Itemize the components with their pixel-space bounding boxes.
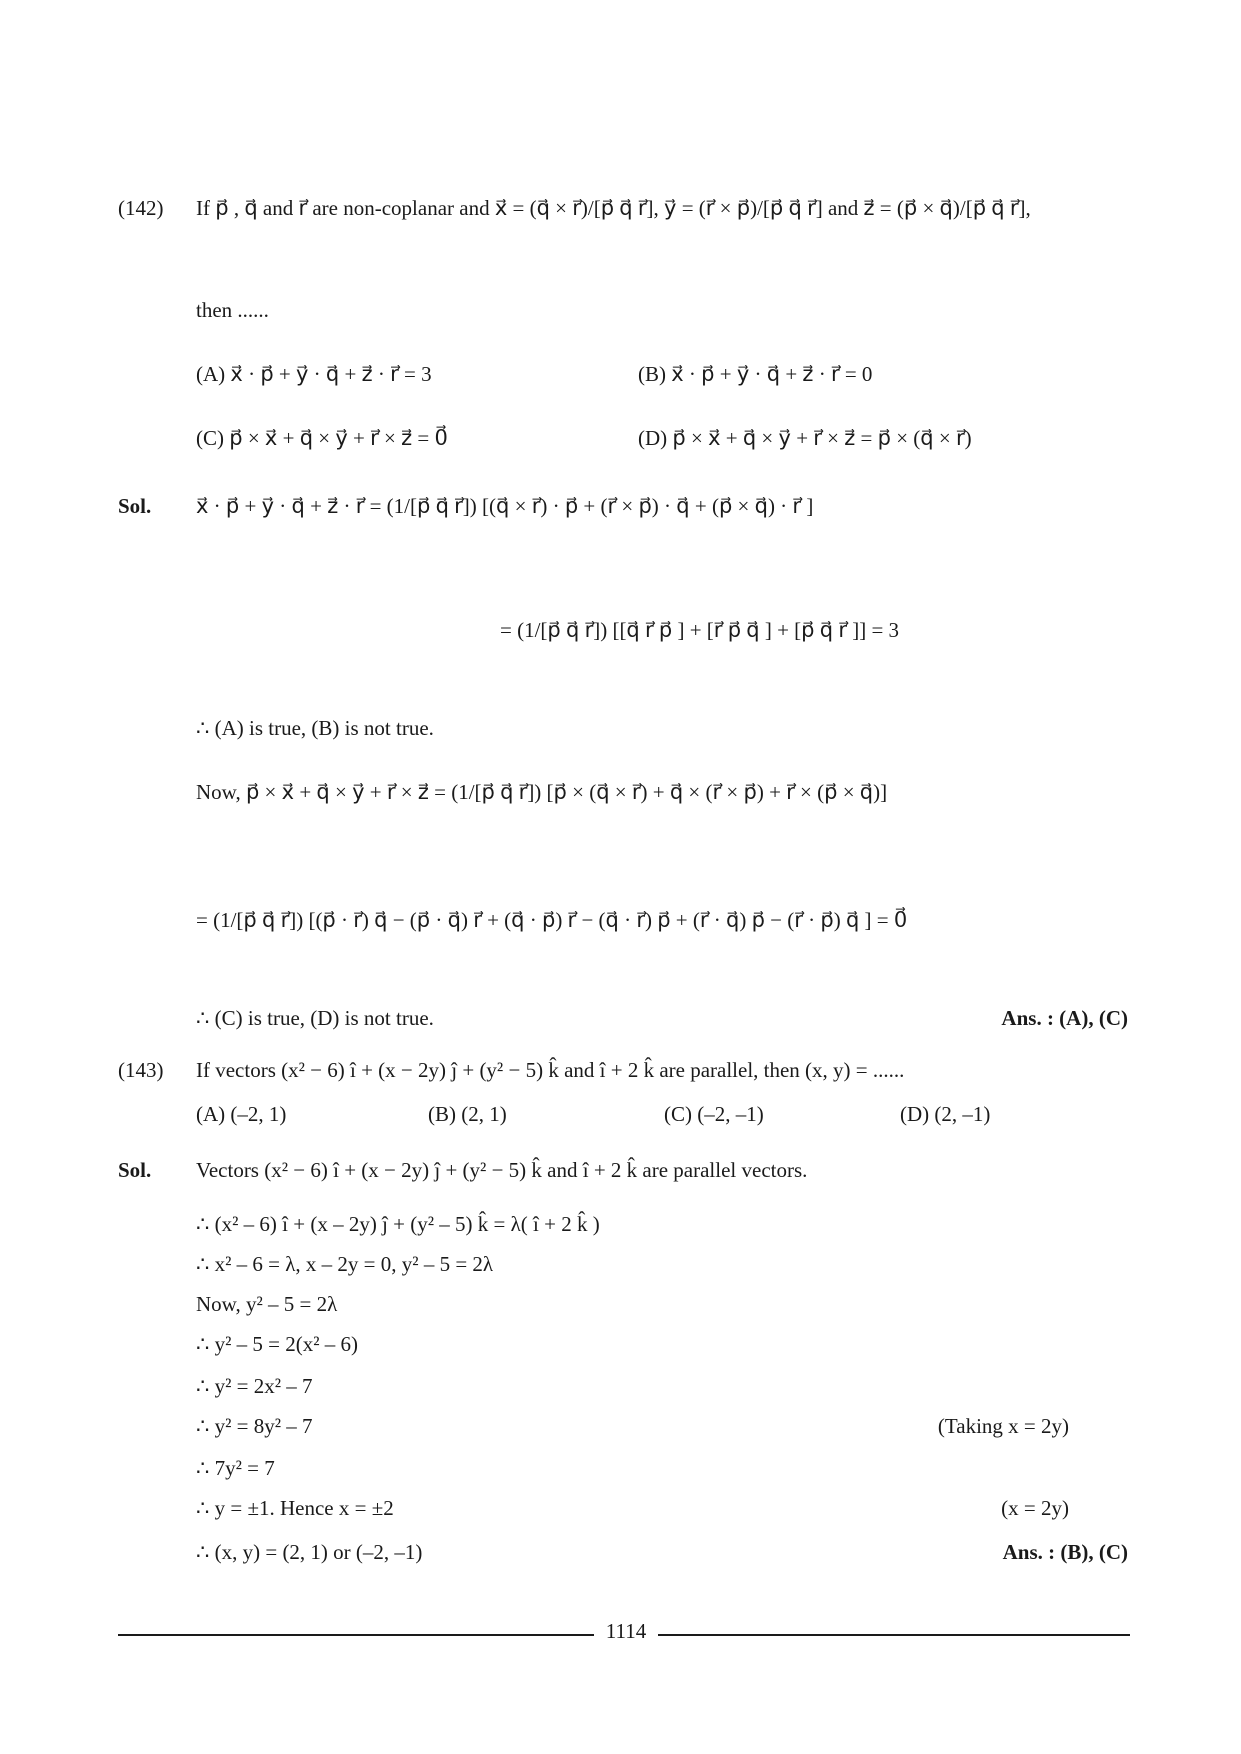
option-b: (B) (2, 1) [428, 1102, 507, 1126]
solution-line: ∴ y = ±1. Hence x = ±2 [196, 1496, 394, 1520]
solution-line: ∴ y² – 5 = 2(x² – 6) [196, 1332, 359, 1356]
solution-line: ∴ y² = 2x² – 7 [196, 1374, 313, 1398]
solution-line: Now, p⃗ × x⃗ + q⃗ × y⃗ + r⃗ × z⃗ = (1/[p⃗ q⃗ r⃗]) [p⃗ × (q⃗ × r⃗) + q⃗ × (r⃗ × p⃗) + r⃗ × (p⃗ × q⃗)] [196, 780, 888, 804]
answer: Ans. : (A), (C) [1001, 1006, 1128, 1030]
solution-line: ∴ y² = 8y² – 7 [196, 1414, 313, 1438]
footer-rule-left [118, 1634, 594, 1636]
option-a: (A) x⃗ · p⃗ + y⃗ · q⃗ + z⃗ · r⃗ = 3 [196, 362, 432, 386]
solution-line: = (1/[p⃗ q⃗ r⃗]) [(p⃗ · r⃗) q⃗ − (p⃗ · q⃗) r⃗ + (q⃗ · p⃗) r⃗ − (q⃗ · r⃗) p⃗ + (r⃗ · q⃗) p⃗ − (r⃗ · p⃗) q⃗ ] = 0⃗ [196, 908, 908, 932]
side-note: (x = 2y) [1001, 1496, 1069, 1520]
solution-line: Now, y² – 5 = 2λ [196, 1292, 338, 1316]
option-c: (C) (–2, –1) [664, 1102, 764, 1126]
question-stem: If vectors (x² − 6) î + (x − 2y) ĵ + (y² − 5) k̂ and î + 2 k̂ are parallel, then (x, y) = ...... [196, 1058, 905, 1082]
option-b: (B) x⃗ · p⃗ + y⃗ · q⃗ + z⃗ · r⃗ = 0 [638, 362, 873, 386]
solution-label: Sol. [118, 494, 152, 518]
answer: Ans. : (B), (C) [1002, 1540, 1128, 1564]
solution-line: x⃗ · p⃗ + y⃗ · q⃗ + z⃗ · r⃗ = (1/[p⃗ q⃗ r⃗]) [(q⃗ × r⃗) · p⃗ + (r⃗ × p⃗) · q⃗ + (p⃗ × q⃗) · r⃗ ] [196, 494, 814, 518]
solution-label: Sol. [118, 1158, 152, 1182]
option-c: (C) p⃗ × x⃗ + q⃗ × y⃗ + r⃗ × z⃗ = 0⃗ [196, 426, 448, 450]
solution-line: ∴ (x² – 6) î + (x – 2y) ĵ + (y² – 5) k̂ = λ( î + 2 k̂ ) [196, 1212, 600, 1236]
page-number: 1114 [605, 1619, 647, 1643]
question-stem: If p⃗ , q⃗ and r⃗ are non-coplanar and x⃗ = (q⃗ × r⃗)/[p⃗ q⃗ r⃗], y⃗ = (r⃗ × p⃗)/[p⃗ q⃗ r⃗] and z⃗ = (p⃗ × q⃗)/[p⃗ q⃗ r⃗], [196, 196, 1031, 220]
solution-line: ∴ (x, y) = (2, 1) or (–2, –1) [196, 1540, 423, 1564]
option-d: (D) (2, –1) [900, 1102, 991, 1126]
solution-line: ∴ x² – 6 = λ, x – 2y = 0, y² – 5 = 2λ [196, 1252, 494, 1276]
footer-rule-right [658, 1634, 1130, 1636]
option-a: (A) (–2, 1) [196, 1102, 287, 1126]
option-d: (D) p⃗ × x⃗ + q⃗ × y⃗ + r⃗ × z⃗ = p⃗ × (q⃗ × r⃗) [638, 426, 972, 450]
side-note: (Taking x = 2y) [937, 1414, 1069, 1438]
solution-line: ∴ 7y² = 7 [196, 1456, 275, 1480]
question-then: then ...... [196, 298, 269, 322]
question-number: (143) [118, 1058, 164, 1082]
solution-line: = (1/[p⃗ q⃗ r⃗]) [[q⃗ r⃗ p⃗ ] + [r⃗ p⃗ q⃗ ] + [p⃗ q⃗ r⃗ ]] = 3 [500, 618, 900, 642]
solution-line: ∴ (A) is true, (B) is not true. [196, 716, 434, 740]
solution-intro: Vectors (x² − 6) î + (x − 2y) ĵ + (y² − 5) k̂ and î + 2 k̂ are parallel vectors. [196, 1158, 808, 1182]
solution-line: ∴ (C) is true, (D) is not true. [196, 1006, 434, 1030]
question-number: (142) [118, 196, 164, 220]
